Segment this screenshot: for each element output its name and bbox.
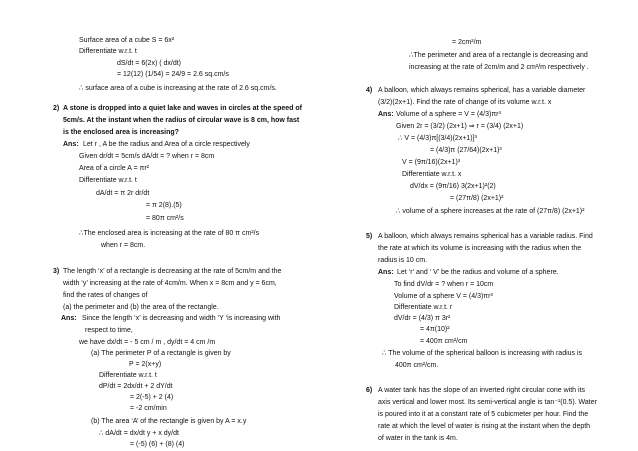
question-text: A water tank has the slope of an inverted right circular cone with its: [378, 387, 585, 394]
question-text: find the rates of changes of: [63, 292, 148, 299]
text-line: dS/dt = 6(2x) ( dx/dt): [117, 60, 181, 67]
question-text: is poured into it at a constant rate of 5 cubicmeter per hour. Find the: [378, 411, 589, 418]
text-line: Differentiate w.r.t. t: [79, 48, 137, 55]
answer-line: Differentiate w.r.t. t: [79, 177, 137, 184]
question-number: 6): [366, 387, 373, 394]
answer-line: Differentiate w.r.t. r: [394, 304, 453, 311]
answer-line: Volume of a sphere V = (4/3)πr³: [394, 293, 493, 300]
text-line: = 12(12) (1/54) = 24/9 = 2.6 sq.cm/s: [117, 71, 229, 78]
question-text: width ‘y’ increasing at the rate of 4cm/m. When x = 8cm and y = 6cm,: [63, 280, 277, 287]
answer-label: Ans:: [378, 111, 394, 118]
answer-line: ∴ volume of a sphere increases at the rate of (27π/8) (2x+1)²: [396, 208, 585, 215]
text-line: Surface area of a cube S = 6x²: [79, 37, 175, 44]
answer-line: Since the length ‘x’ is decreasing and width ‘Y ‘is increasing with: [82, 315, 281, 322]
answer-line: V = (9π/16)(2x+1)³: [402, 159, 461, 166]
answer-line: Let r , A be the radius and Area of a circle respectively: [83, 141, 250, 148]
question-number: 3): [53, 268, 60, 275]
question-number: 5): [366, 233, 373, 240]
answer-line: dV/dr = (4/3) π 3r²: [394, 315, 451, 322]
question-text: A stone is dropped into a quiet lake and waves in circles at the speed of: [63, 105, 302, 112]
answer-line: Given dr/dt = 5cm/s dA/dt = ? when r = 8cm: [79, 153, 215, 160]
question-text: of water in the tank is 4m.: [378, 435, 458, 442]
question-text: (a) the perimeter and (b) the area of the rectangle.: [63, 304, 219, 311]
answer-line: 400π cm²/cm.: [395, 362, 439, 369]
question-text: 5cm/s. At the instant when the radius of circular wave is 8 cm, how fast: [63, 117, 300, 124]
answer-line: ∴The enclosed area is increasing at the rate of 80 π cm²/s: [79, 230, 260, 237]
answer-label: Ans:: [63, 141, 79, 148]
answer-label: Ans:: [378, 269, 394, 276]
text-line: increasing at the rate of 2cm/m and 2 cm²/m respectively .: [409, 64, 589, 71]
question-text: A balloon, which always remains spherical, has a variable diameter: [378, 87, 586, 94]
answer-label: Ans:: [61, 315, 77, 322]
question-number: 2): [53, 105, 60, 112]
answer-line: dA/dt = π 2r dr/dt: [96, 190, 150, 197]
answer-line: we have dx/dt = - 5 cm / m , dy/dt = 4 cm /m: [79, 339, 216, 346]
answer-line: = (4/3)π (27/64)(2x+1)³: [430, 147, 502, 154]
answer-line: Differentiate w.r.t. x: [402, 171, 462, 178]
answer-line: dV/dx = (9π/16) 3(2x+1)²(2): [410, 183, 496, 190]
answer-line: = 80π cm²/s: [146, 215, 184, 222]
question-number: 4): [366, 87, 373, 94]
answer-line: = π 2(8).(5): [146, 202, 182, 209]
answer-line: ∴ The volume of the spherical balloon is increasing with radius is: [382, 350, 583, 357]
text-line: ∴The perimeter and area of a rectangle is decreasing and: [409, 52, 588, 59]
text-line: ∴ surface area of a cube is increasing at the rate of 2.6 sq.cm/s.: [79, 85, 277, 92]
answer-line: Area of a circle A = πr²: [79, 165, 149, 172]
question-text: the rate at which its volume is increasing with the radius when the: [378, 245, 582, 252]
answer-line: (a) The perimeter P of a rectangle is given by: [91, 350, 231, 357]
question-text: (3/2)(2x+1). Find the rate of change of its volume w.r.t. x: [378, 99, 552, 106]
answer-line: (b) The area ‘A’ of the rectangle is given by A = x.y: [91, 418, 247, 425]
answer-line: = (27π/8) (2x+1)²: [450, 195, 504, 202]
answer-line: = 4π(10)²: [420, 326, 450, 333]
text-line: = 2cm²/m: [452, 39, 482, 46]
answer-line: = 400π cm²/cm: [420, 338, 468, 345]
answer-line: respect to time,: [85, 327, 133, 334]
answer-line: Given 2r = (3/2) (2x+1) ⇒ r = (3/4) (2x+1): [396, 123, 524, 130]
answer-line: Differentiate w.r.t. t: [99, 372, 157, 379]
question-text: rate at which the level of water is rising at the instant when the depth: [378, 423, 591, 430]
answer-line: To find dV/dr = ? when r = 10cm: [394, 281, 494, 288]
answer-line: P = 2(x+y): [129, 361, 162, 368]
answer-line: ∴ V = (4/3)π[(3/4)(2x+1)]³: [398, 135, 477, 142]
answer-line: Volume of a sphere = V = (4/3)πr³: [396, 111, 501, 118]
answer-line: ∴ dA/dt = dx/dt y + x dy/dt: [99, 430, 179, 437]
answer-line: = (-5) (6) + (8) (4): [130, 441, 185, 448]
answer-line: when r = 8cm.: [101, 242, 146, 249]
question-text: is the enclosed area is increasing?: [63, 129, 179, 136]
question-text: radius is 10 cm.: [378, 257, 428, 264]
question-text: The length ‘x’ of a rectangle is decreasing at the rate of 5cm/m and the: [63, 268, 282, 275]
question-text: A balloon, which always remains spherical has a variable radius. Find: [378, 233, 593, 240]
answer-line: = -2 cm/min: [130, 405, 167, 412]
answer-line: Let ‘r’ and ‘ V’ be the radius and volume of a sphere.: [397, 269, 559, 276]
answer-line: = 2(-5) + 2 (4): [130, 394, 174, 401]
answer-line: dP/dt = 2dx/dt + 2 dY/dt: [99, 383, 173, 390]
question-text: axis vertical and lower most. Its semi-vertical angle is tan⁻¹(0.5). Water: [378, 399, 597, 406]
